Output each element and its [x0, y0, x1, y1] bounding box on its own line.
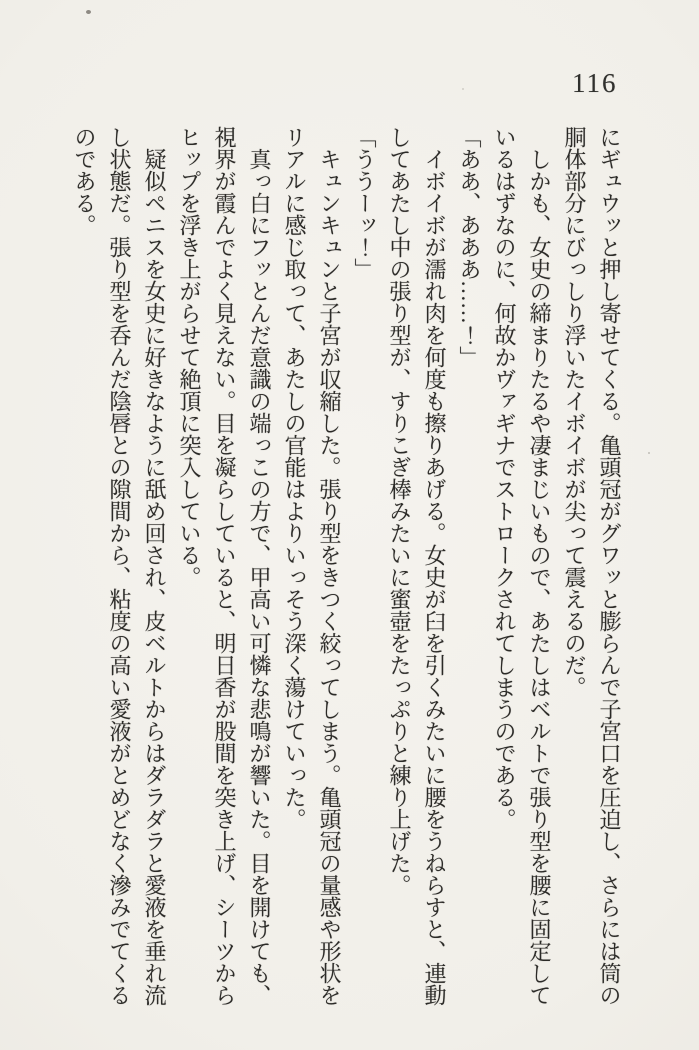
text-column: いるはずなのに、何故かヴァギナでストロークされてしまうのである。: [492, 126, 517, 830]
vertical-text-block: [67, 126, 627, 1012]
scan-speck: [462, 88, 464, 90]
text-column: ヒップを浮き上がらせて絶頂に突入している。: [177, 126, 202, 588]
text-column: してあたし中の張り型が、すりこぎ棒みたいに蜜壺をたっぷりと練り上げた。: [387, 126, 412, 896]
text-column: 「ううーッ！」: [352, 126, 377, 280]
text-column: のである。: [72, 126, 97, 236]
text-column: キュンキュンと子宮が収縮した。張り型をきつく絞ってしまう。亀頭冠の量感や形状を: [317, 126, 342, 1006]
text-column: し状態だ。張り型を呑んだ陰唇との隙間から、粘度の高い愛液がとめどなく滲みでてくる: [107, 126, 132, 1006]
scan-speck: [86, 10, 91, 14]
text-column: 「ああ、あああ……！」: [457, 126, 482, 368]
text-column: 視界が霞んでよく見えない。目を凝らしていると、明日香が股間を突き上げ、シーツから: [212, 126, 237, 1006]
scan-speck: [120, 980, 122, 983]
text-column: 胴体部分にびっしり浮いたイボイボが尖って震えるのだ。: [562, 126, 587, 698]
text-column: 真っ白にフッとんだ意識の端っこの方で、甲高い可憐な悲鳴が響いた。目を開けても、: [247, 126, 272, 1006]
page-number: 116: [572, 68, 618, 98]
text-column: イボイボが濡れ肉を何度も擦りあげる。女史が臼を引くみたいに腰をうねらすと、連動: [422, 126, 447, 1006]
scan-speck: [648, 452, 650, 454]
text-column: にギュウッと押し寄せてくる。亀頭冠がグワッと膨らんで子宮口を圧迫し、さらには筒の: [597, 126, 622, 1006]
text-column: しかも、女史の締まりたるや凄まじいもので、あたしはベルトで張り型を腰に固定して: [527, 126, 552, 1006]
text-column: リアルに感じ取って、あたしの官能はよりいっそう深く蕩けていった。: [282, 126, 307, 830]
text-column: 疑似ペニスを女史に好きなように舐め回され、皮ベルトからはダラダラと愛液を垂れ流: [142, 126, 167, 1006]
